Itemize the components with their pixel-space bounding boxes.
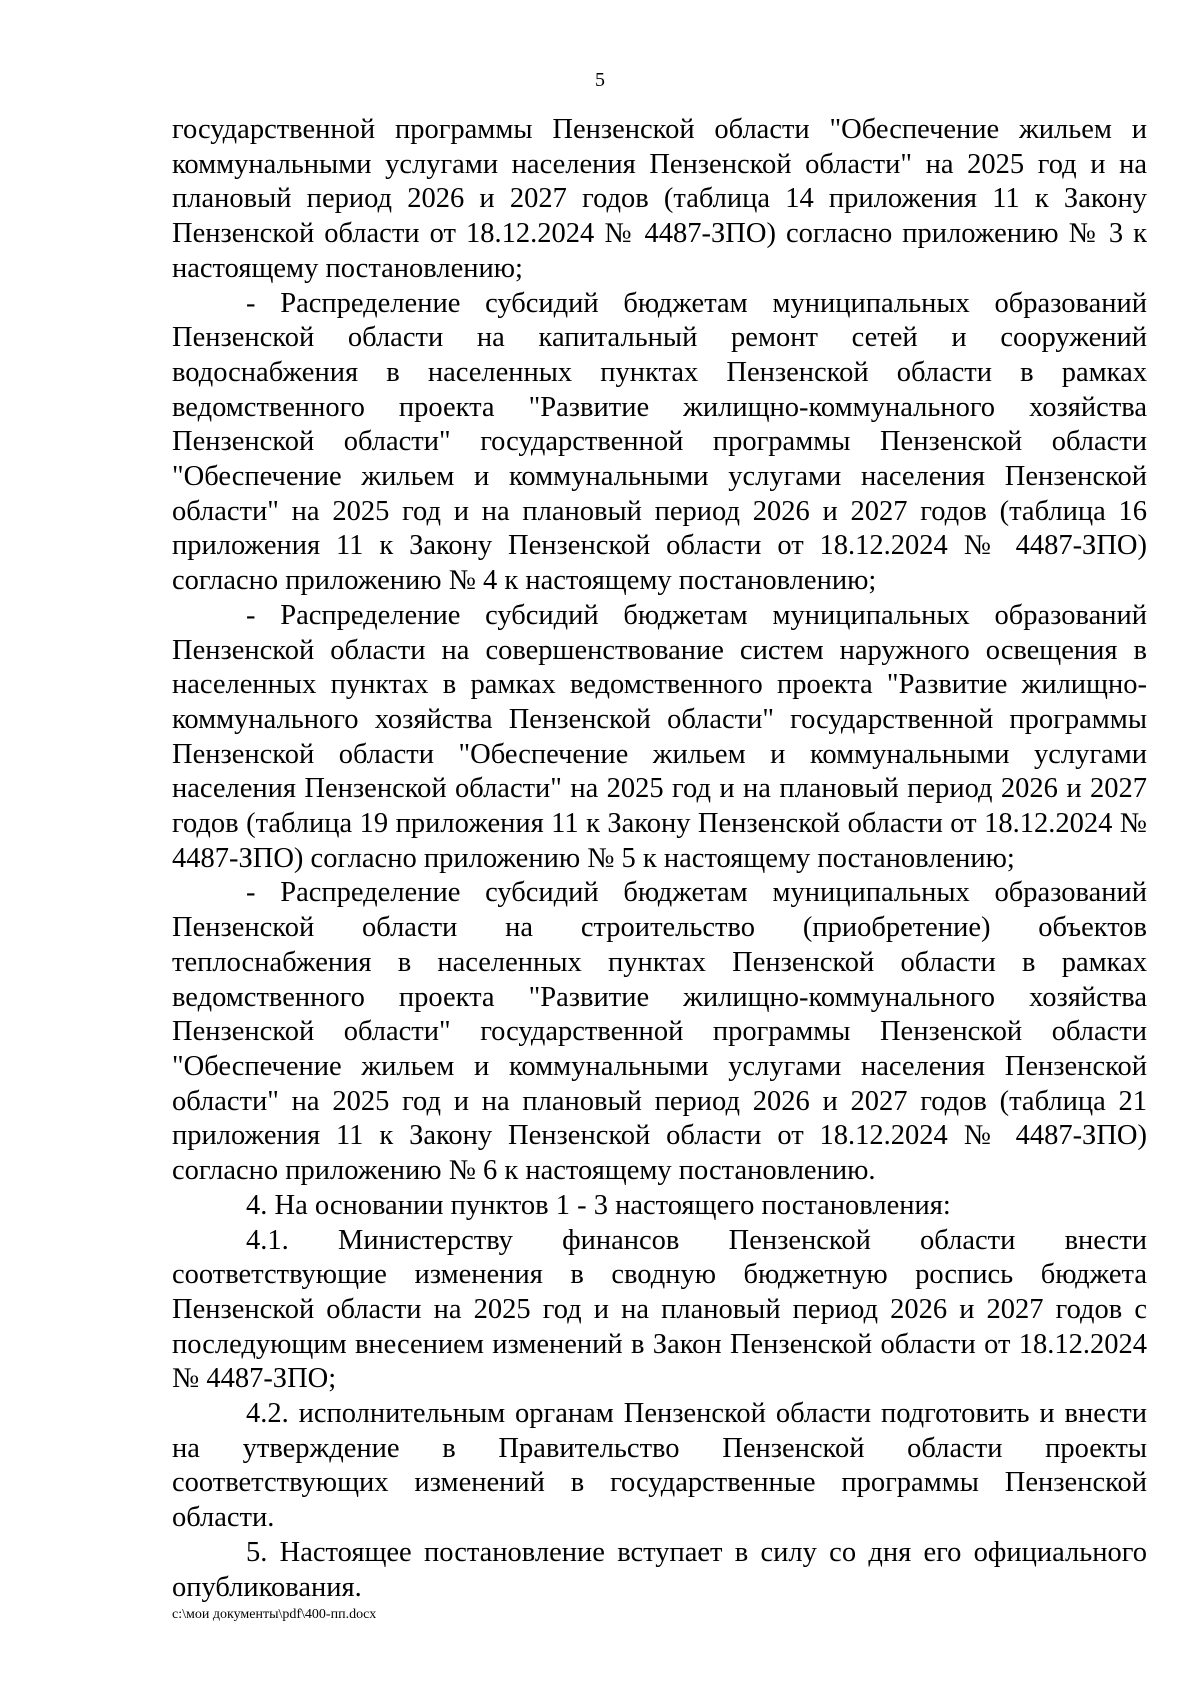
paragraph-item-4-1: 4.1. Министерству финансов Пензенской области внести соответствующие изменения в сводную бюджетную роспись бюджета Пензенской области на 2025 год и на плановый период 2026 и 2027 годов с последующим внесением изменений в Закон Пензенской области от 18.12.2024 № 4487-ЗПО; [172, 1224, 1147, 1395]
document-body [172, 113, 1147, 1605]
paragraph-item-5: 5. Настоящее постановление вступает в силу со дня его официального опубликования. [172, 1536, 1147, 1603]
paragraph-item-4: 4. На основании пунктов 1 - 3 настоящего постановления: [246, 1189, 951, 1221]
page-number: 5 [595, 69, 605, 91]
paragraph-appendix-4: - Распределение субсидий бюджетам муниципальных образований Пензенской области на капитальный ремонт сетей и сооружений водоснабжения в населенных пунктах Пензенской области в рамках ведомственного проекта "Развитие жилищно-коммунального хозяйства Пензенской области" государственной программы Пензенской области "Обеспечение жильем и коммунальными услугами населения Пензенской области" на 2025 год и на плановый период 2026 и 2027 годов (таблица 16 приложения 11 к Закону Пензенской области от 18.12.2024 № 4487-ЗПО) согласно приложению № 4 к настоящему постановлению; [172, 287, 1147, 597]
footer-file-path: c:\мои документы\pdf\400-пп.docx [172, 1607, 377, 1622]
paragraph-appendix-5: - Распределение субсидий бюджетам муниципальных образований Пензенской области на совершенствование систем наружного освещения в населенных пунктах в рамках ведомственного проекта "Развитие жилищно-коммунального хозяйства Пензенской области" государственной программы Пензенской области "Обеспечение жильем и коммунальными услугами населения Пензенской области" на 2025 год и на плановый период 2026 и 2027 годов (таблица 19 приложения 11 к Закону Пензенской области от 18.12.2024 № 4487-ЗПО) согласно приложению № 5 к настоящему постановлению; [172, 599, 1147, 874]
paragraph-item-4-2: 4.2. исполнительным органам Пензенской области подготовить и внести на утверждение в Правительство Пензенской области проекты соответствующих изменений в государственные программы Пензенской области. [172, 1398, 1147, 1534]
paragraph-continuation: государственной программы Пензенской области "Обеспечение жильем и коммунальными услугами населения Пензенской области" на 2025 год и на плановый период 2026 и 2027 годов (таблица 14 приложения 11 к Закону Пензенской области от 18.12.2024 № 4487-ЗПО) согласно приложению № 3 к настоящему постановлению; [172, 114, 1147, 284]
paragraph-appendix-6: - Распределение субсидий бюджетам муниципальных образований Пензенской области на строительство (приобретение) объектов теплоснабжения в населенных пунктах Пензенской области в рамках ведомственного проекта "Развитие жилищно-коммунального хозяйства Пензенской области" государственной программы Пензенской области "Обеспечение жильем и коммунальными услугами населения Пензенской области" на 2025 год и на плановый период 2026 и 2027 годов (таблица 21 приложения 11 к Закону Пензенской области от 18.12.2024 № 4487-ЗПО) согласно приложению № 6 к настоящему постановлению. [172, 877, 1147, 1187]
